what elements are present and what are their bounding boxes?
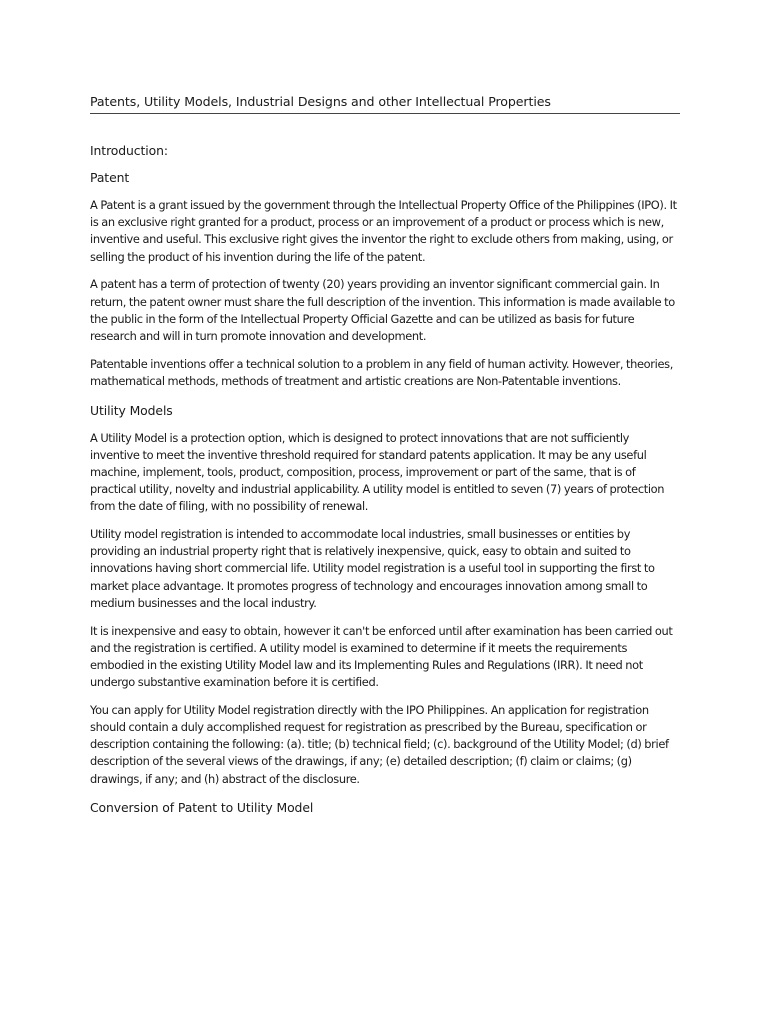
paragraph: A Patent is a grant issued by the government through the Intellectual Property Office of the Philippines (IPO). It is an exclusive right granted for a product, process or an improvement of a product or process which is new, inventive and useful. This exclusive right gives the inventor the right to exclude others from making, using, or selling the product of his invention during the life of the patent. [90,198,677,264]
introduction-heading: Introduction: [90,143,168,158]
paragraph: It is inexpensive and easy to obtain, however it can't be enforced until after examination has been carried out and the registration is certified. A utility model is examined to determine if it meets the requirements embodied in the existing Utility Model law and its Implementing Rules and Regulations (IRR). It need not undergo substantive examination before it is certified. [90,623,673,690]
section-heading-utility-models: Utility Models [90,402,173,418]
document-title: Patents, Utility Models, Industrial Designs and other Intellectual Properties [90,92,680,114]
paragraph: You can apply for Utility Model registration directly with the IPO Philippines. An application for registration should contain a duly accomplished request for registration as prescribed by the Bureau, specification or description containing the following: (a). title; (b) technical field; (c). background of the Utility Model; (d) brief description of the several views of the drawings, if any; (e) detailed description; (f) claim or claims; (g) drawings, if any; and (h) abstract of the disclosure. [90,702,669,786]
paragraph: A patent has a term of protection of twenty (20) years providing an inventor significant commercial gain. In return, the patent owner must share the full description of the invention. This information is made available to the public in the form of the Intellectual Property Official Gazette and can be utilized as basis for future research and will in turn promote innovation and development. [90,277,675,343]
section-heading-patent: Patent [90,170,130,185]
section-heading-conversion: Conversion of Patent to Utility Model [90,800,314,816]
paragraph: A Utility Model is a protection option, which is designed to protect innovations that are not sufficiently inventive to meet the inventive threshold required for standard patents application. It may be any useful machine, implement, tools, product, composition, process, improvement or part of the same, that is of practical utility, novelty and industrial applicability. A utility model is entitled to seven (7) years of protection from the date of filing, with no possibility of renewal. [90,430,665,514]
section-utility-models [90,401,680,788]
paragraph: Utility model registration is intended to accommodate local industries, small businesses or entities by providing an industrial property right that is relatively inexpensive, quick, easy to obtain and suited to innovations having short commercial life. Utility model registration is a useful tool in supporting the first to market place advantage. It promotes progress of technology and encourages innovation among small to medium businesses and the local industry. [90,527,655,610]
document-body [90,141,680,827]
section-patent [90,168,680,390]
paragraph: Patentable inventions offer a technical solution to a problem in any field of human activity. However, theories, mathematical methods, methods of treatment and artistic creations are Non-Patentable inventions. [90,356,673,388]
section-conversion [90,798,680,817]
